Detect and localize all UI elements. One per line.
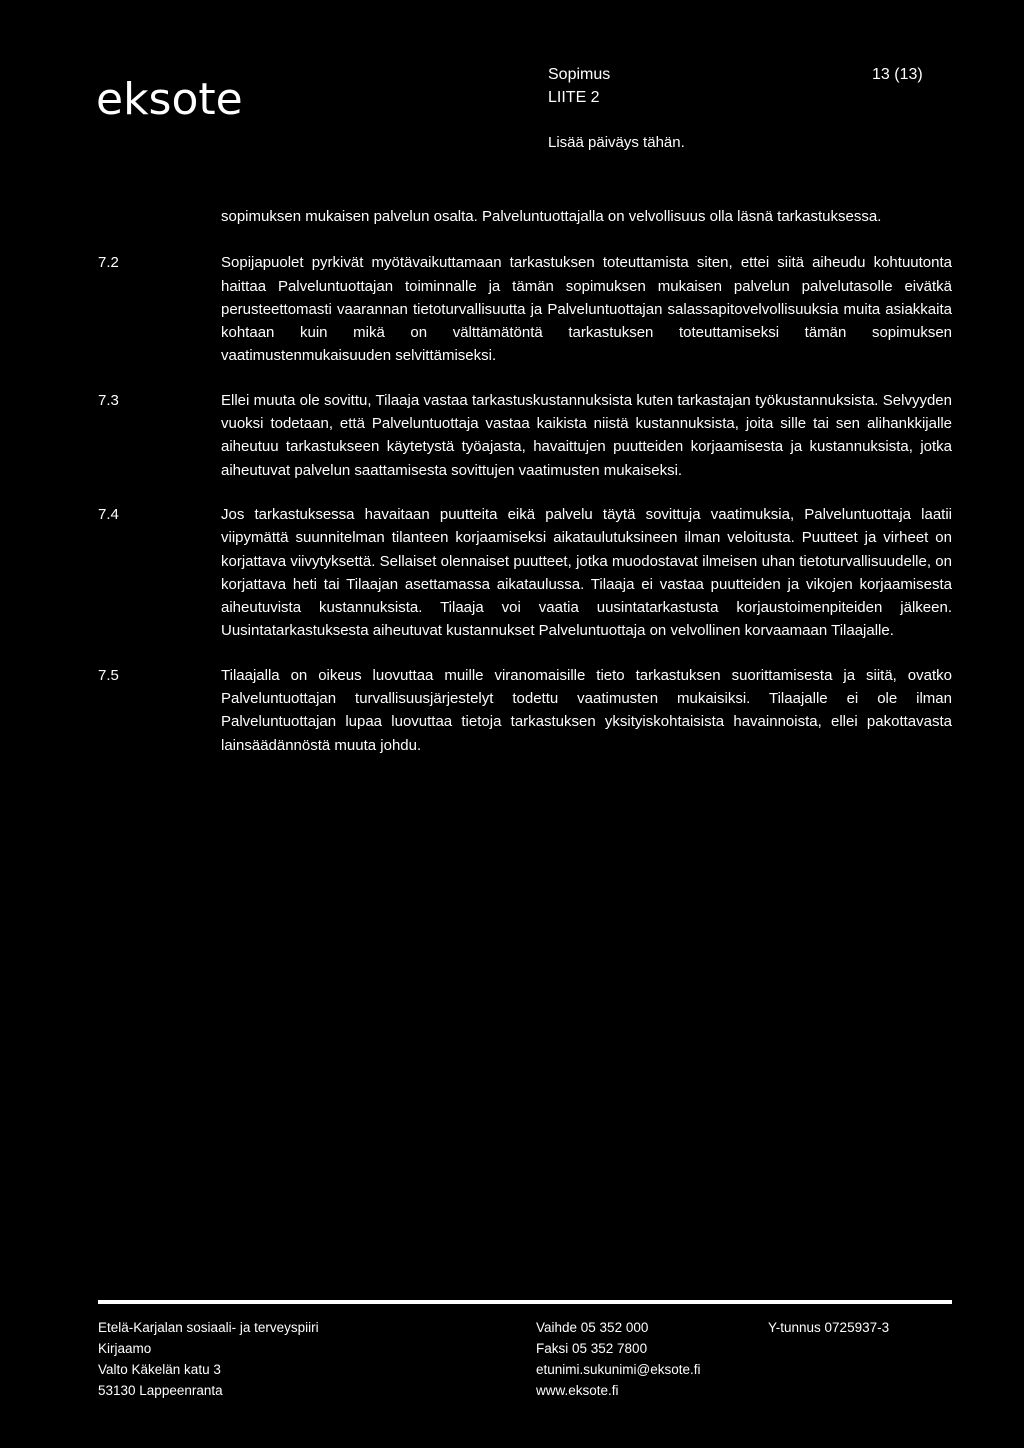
- section-text: sopimuksen mukaisen palvelun osalta. Palveluntuottajalla on velvollisuus olla läsnä tarkastuksessa.: [221, 208, 882, 225]
- footer-office: Kirjaamo: [98, 1341, 152, 1356]
- section-text: Tilaajalla on oikeus luovuttaa muille viranomaisille tieto tarkastuksen suorittamisesta ja siitä, ovatko Palveluntuottajan turvallisuusjärjestelyt todettu vaatimusten mukaisiksi. Tilaajalle ei ole ilman Palveluntuottajan lupaa luovuttaa tietoja tarkastuksen yksityiskohtaisista havainnoista, ellei pakottavasta lainsäädännöstä muuta johdu.: [221, 666, 952, 754]
- section-number: 7.4: [98, 505, 119, 523]
- footer-email: etunimi.sukunimi@eksote.fi: [536, 1362, 701, 1377]
- document-type: Sopimus: [548, 66, 611, 83]
- section-number: 7.3: [98, 391, 119, 409]
- document-body: [98, 205, 952, 778]
- footer-phone: Vaihde 05 352 000: [536, 1320, 649, 1335]
- document-type-block: [548, 63, 610, 109]
- footer-web: www.eksote.fi: [536, 1383, 619, 1398]
- section-continuation: [98, 205, 952, 228]
- footer-postal: 53130 Lappeenranta: [98, 1383, 223, 1398]
- section-number: 7.2: [98, 254, 119, 272]
- section-number: 7.5: [98, 666, 119, 684]
- footer-business-id: Y-tunnus 0725937-3: [768, 1320, 890, 1335]
- footer-contact: [536, 1317, 701, 1401]
- eksote-logo: eksote: [96, 74, 243, 125]
- footer-fax: Faksi 05 352 7800: [536, 1341, 648, 1356]
- section-text: Jos tarkastuksessa havaitaan puutteita eikä palvelu täytä sovittuja vaatimuksia, Palveluntuottaja laatii viipymättä suunnitelman tilanteen korjaamiseksi aikataulutuksineen ilman veloitusta. Puutteet ja virheet on korjattava viivytyksettä. Sellaiset olennaiset puutteet, jotka muodostavat ilmeisen uhan tietoturvallisuudelle, on korjattava heti tai Tilaajan asettamassa aikataulussa. Tilaaja ei vastaa puutteiden ja vikojen korjaamisesta aiheutuvista kustannuksista. Tilaaja voi vaatia uusintatarkastusta korjaustoimenpiteiden jälkeen. Uusintatarkastuksesta aiheutuvat kustannukset Palveluntuottaja on velvollinen korvaamaan Tilaajalle.: [221, 505, 952, 640]
- footer-business-id-block: [768, 1317, 889, 1338]
- date-placeholder: Lisää päiväys tähän.: [548, 134, 685, 151]
- section-text: Sopijapuolet pyrkivät myötävaikuttamaan tarkastuksen toteuttamista siten, ettei siitä aiheudu kohtuutonta haittaa Palveluntuottajan toiminnalle ja tämän sopimuksen mukaisen palvelun palvelutasolle eivätkä perusteettomasti vaarannan tietoturvallisuutta ja Palveluntuottajan salassapitovelvollisuuksia muita asiakkaita kohtaan kuin mikä on välttämätöntä tarkastuksen toteuttamiseksi tämän sopimuksen vaatimustenmukaisuuden selvittämiseksi.: [221, 254, 952, 365]
- section-text: Ellei muuta ole sovittu, Tilaaja vastaa tarkastuskustannuksista kuten tarkastajan työkustannuksista. Selvyyden vuoksi todetaan, että Palveluntuottaja vastaa kaikista niistä kustannuksista, joita sille tai sen alihankkijalle aiheutuu tarkastukseen käytetystä työajasta, havaittujen puutteiden korjaamisesta ja kustannuksista, jotka aiheutuvat palvelun saattamisesta sovittujen vaatimusten mukaiseksi.: [221, 391, 952, 479]
- section-7-2: [98, 251, 952, 367]
- section-7-4: [98, 503, 952, 643]
- footer-street: Valto Käkelän katu 3: [98, 1362, 221, 1377]
- section-7-3: [98, 389, 952, 482]
- footer-org: Etelä-Karjalan sosiaali- ja terveyspiiri: [98, 1320, 319, 1335]
- page-number: 13 (13): [872, 66, 923, 83]
- footer-divider: [98, 1300, 952, 1304]
- section-7-5: [98, 664, 952, 757]
- appendix-label: LIITE 2: [548, 89, 600, 106]
- footer-address: [98, 1317, 319, 1401]
